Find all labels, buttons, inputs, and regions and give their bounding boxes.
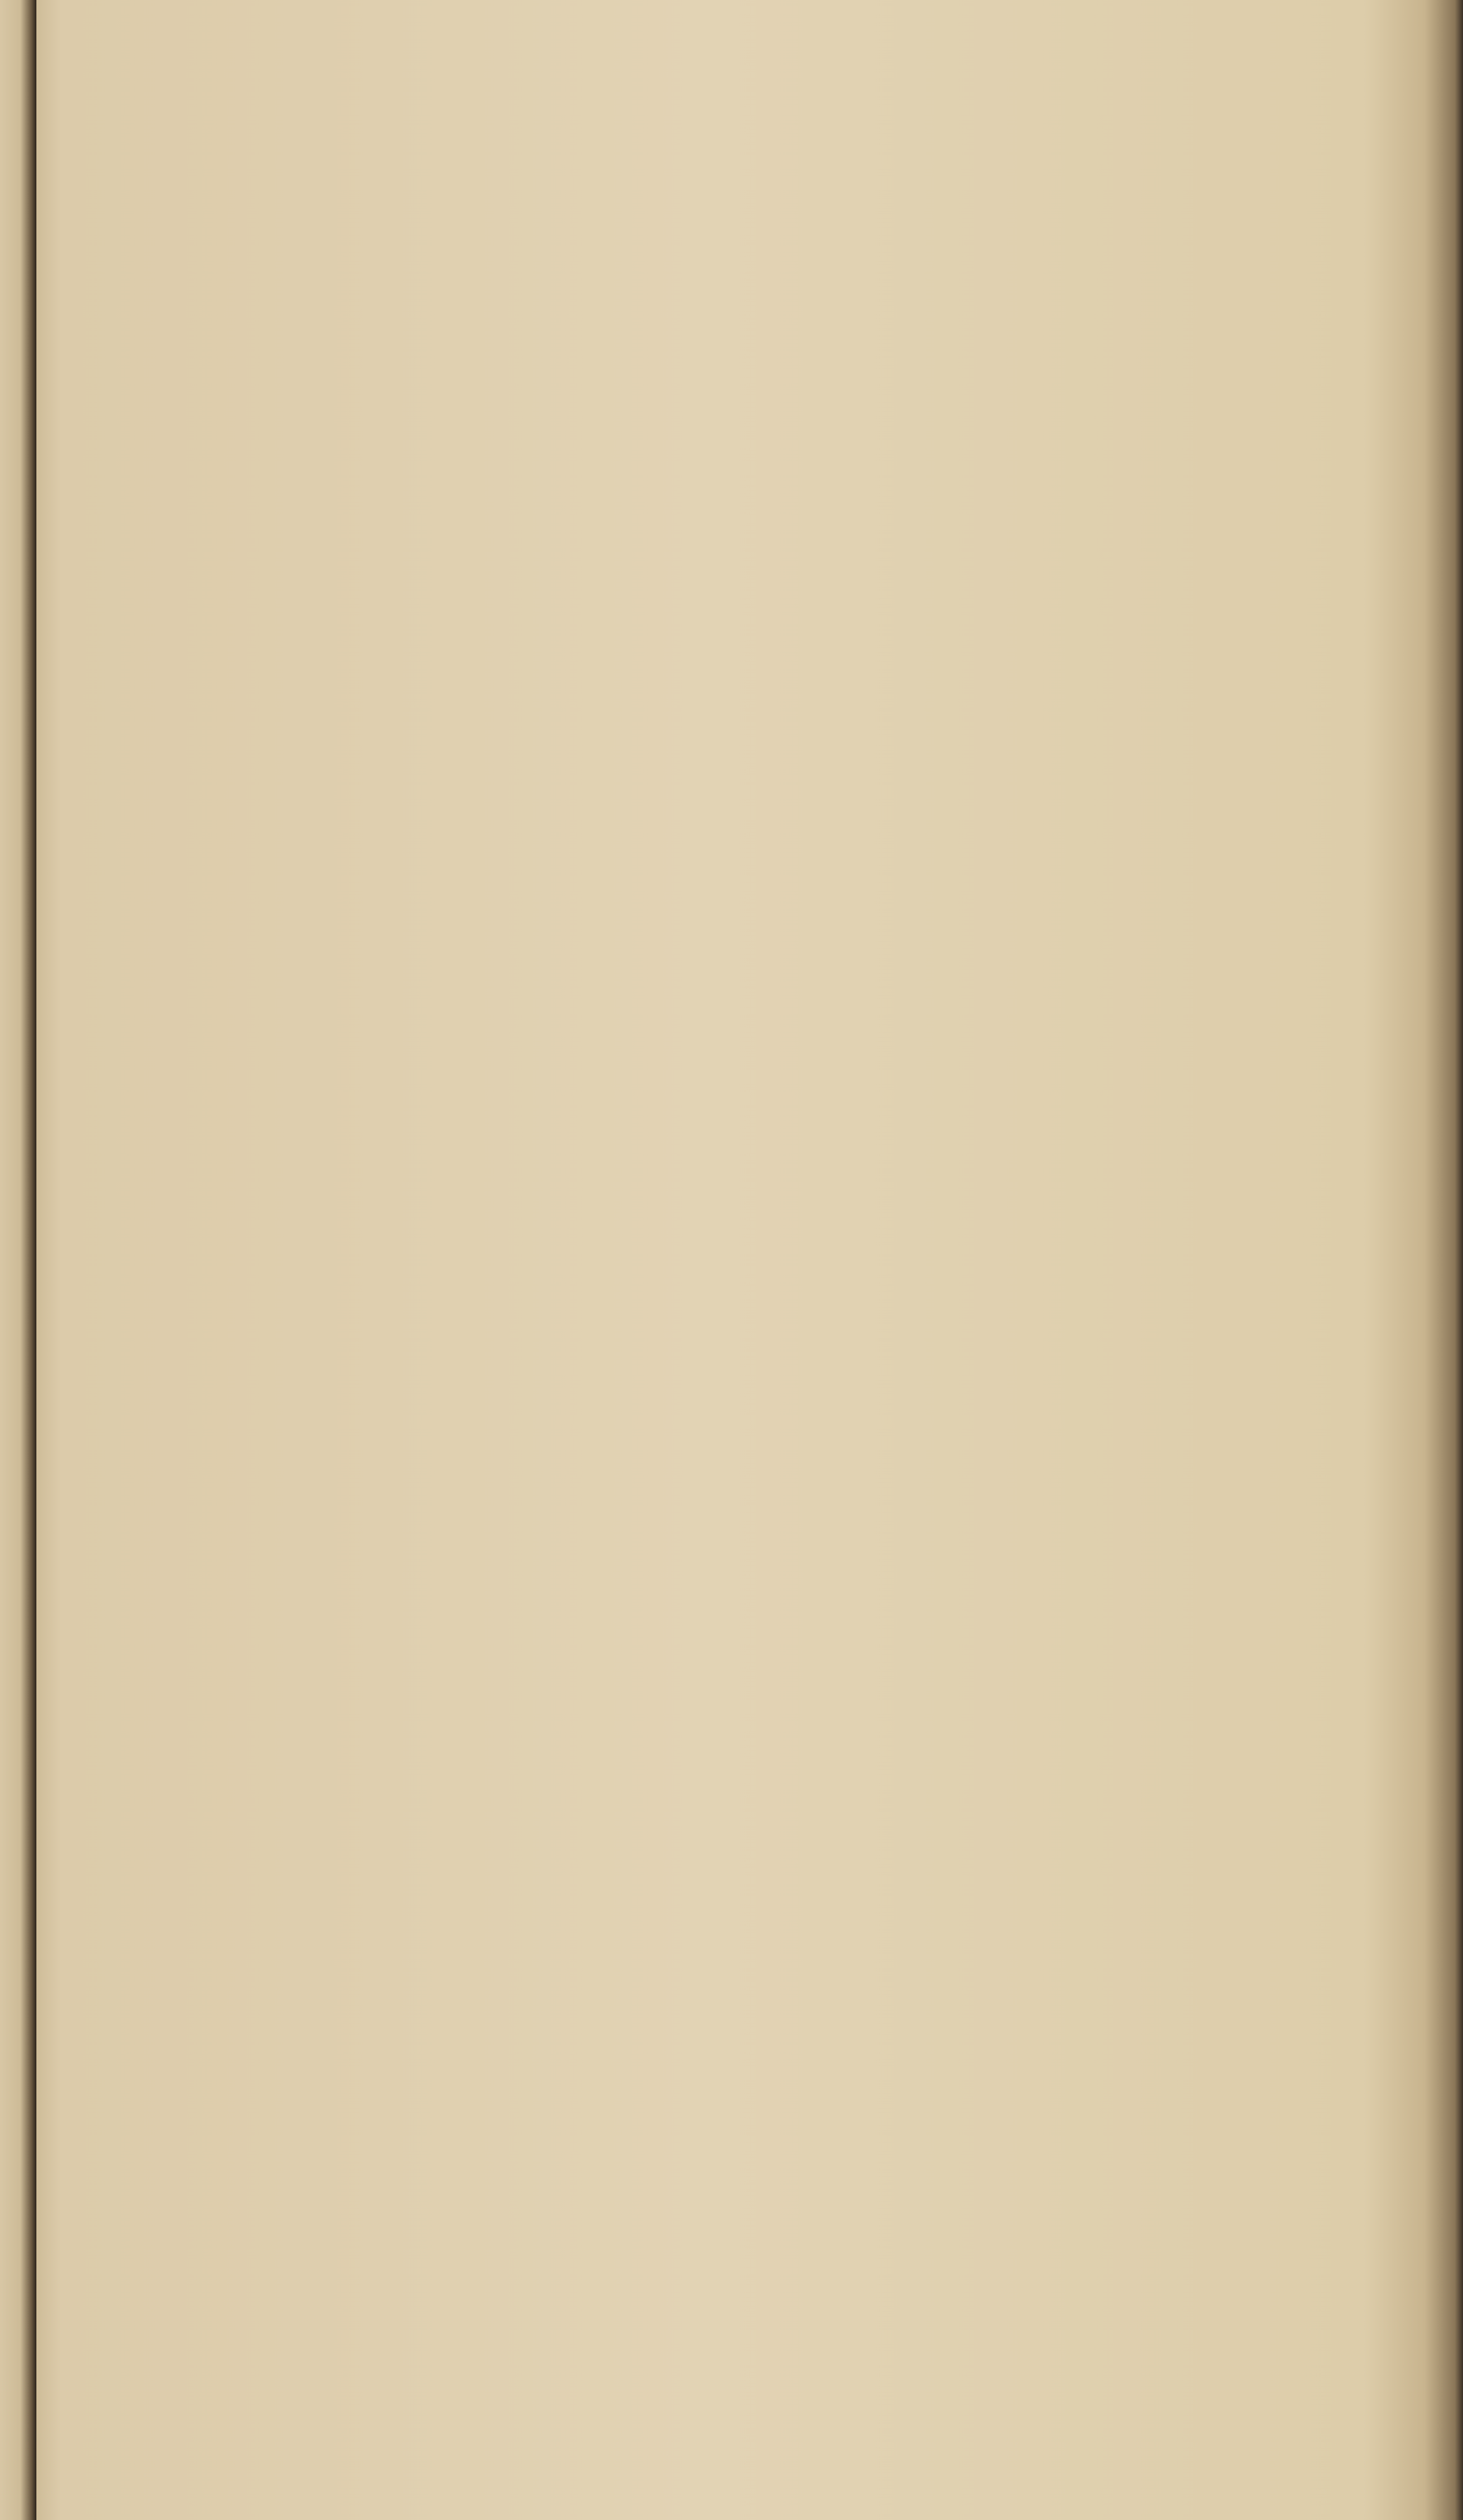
left-column-line bbox=[51, 2027, 657, 2064]
left-column-line bbox=[51, 1103, 657, 1140]
right-column-line bbox=[702, 1658, 1394, 1694]
left-column-line bbox=[51, 474, 657, 511]
left-column-line bbox=[51, 1916, 657, 1953]
right-column-line bbox=[702, 1140, 1394, 1177]
left-column-line bbox=[51, 881, 657, 918]
right-column-line bbox=[702, 1879, 1394, 1916]
right-column-line bbox=[702, 733, 1394, 770]
left-column-line bbox=[51, 1510, 657, 1546]
right-column-line bbox=[702, 1214, 1394, 1250]
right-column-line bbox=[702, 215, 1394, 252]
left-column-line bbox=[51, 1694, 657, 1731]
right-column-line bbox=[702, 1843, 1394, 1879]
right-column-line bbox=[702, 178, 1394, 215]
right-column-line bbox=[702, 1953, 1394, 1990]
right-column-line bbox=[702, 548, 1394, 585]
left-column-line bbox=[51, 1583, 657, 1620]
left-column-line bbox=[51, 363, 657, 400]
left-column-line bbox=[51, 733, 657, 770]
right-column-line bbox=[702, 659, 1394, 696]
left-column-line bbox=[51, 696, 657, 733]
summary-heading bbox=[702, 2138, 1394, 2175]
left-column-line bbox=[51, 1843, 657, 1879]
left-column-line bbox=[51, 844, 657, 881]
left-column-line bbox=[51, 1953, 657, 1990]
right-column-line bbox=[702, 438, 1394, 474]
left-column-line bbox=[51, 141, 657, 178]
right-column-line bbox=[702, 1731, 1394, 1768]
right-column-line bbox=[702, 474, 1394, 511]
left-column-line bbox=[51, 178, 657, 215]
facing-page-gutter bbox=[0, 0, 36, 2520]
right-column-line bbox=[702, 363, 1394, 400]
right-column-line bbox=[702, 1621, 1394, 1658]
right-column-line bbox=[702, 1177, 1394, 1214]
right-column-line bbox=[702, 585, 1394, 622]
right-column-line bbox=[702, 881, 1394, 918]
right-column-line bbox=[702, 1325, 1394, 1362]
left-column-line bbox=[51, 1398, 657, 1435]
section-quaestio-3 bbox=[702, 2027, 1394, 2175]
right-column-line bbox=[702, 918, 1394, 955]
right-column-line bbox=[702, 400, 1394, 437]
left-column-line bbox=[51, 918, 657, 955]
right-column-line bbox=[702, 1546, 1394, 1583]
right-column-body bbox=[702, 141, 1394, 2027]
section-heading bbox=[702, 2027, 1394, 2064]
right-column-line bbox=[702, 1916, 1394, 1953]
left-column-line bbox=[51, 215, 657, 252]
left-column-line bbox=[51, 2101, 657, 2138]
left-column-line bbox=[51, 1029, 657, 1066]
left-column-line bbox=[51, 1731, 657, 1768]
left-column-line bbox=[51, 326, 657, 363]
left-column-line bbox=[51, 400, 657, 437]
left-column-line bbox=[51, 992, 657, 1029]
right-column-line bbox=[702, 770, 1394, 807]
right-column-line bbox=[702, 1362, 1394, 1398]
right-column-line bbox=[702, 1990, 1394, 2027]
left-column-line bbox=[51, 1066, 657, 1103]
left-column-line bbox=[51, 2212, 657, 2249]
left-column-line bbox=[51, 289, 657, 326]
right-column-line bbox=[702, 1398, 1394, 1435]
left-column-line bbox=[51, 1288, 657, 1325]
right-column-line bbox=[702, 1066, 1394, 1103]
left-column-line bbox=[51, 1140, 657, 1177]
left-column-line bbox=[51, 438, 657, 474]
left-column-line bbox=[51, 1362, 657, 1398]
left-column-line bbox=[51, 548, 657, 585]
left-column-line bbox=[51, 1805, 657, 1842]
left-column-line bbox=[51, 622, 657, 659]
right-column-line bbox=[702, 253, 1394, 289]
right-column-line bbox=[702, 1510, 1394, 1546]
left-column-line bbox=[51, 2064, 657, 2101]
right-column-line bbox=[702, 326, 1394, 363]
left-column-line bbox=[51, 659, 657, 696]
right-column-line bbox=[702, 696, 1394, 733]
right-column bbox=[702, 141, 1394, 2175]
right-column-line bbox=[702, 511, 1394, 548]
left-column-line bbox=[51, 1768, 657, 1805]
right-column-line bbox=[702, 955, 1394, 992]
left-column-line bbox=[51, 1990, 657, 2027]
left-column-line bbox=[51, 2286, 657, 2323]
right-column-line bbox=[702, 1436, 1394, 1473]
left-column-line bbox=[51, 2175, 657, 2212]
right-column-line bbox=[702, 1288, 1394, 1325]
left-column-line bbox=[51, 1879, 657, 1916]
left-column-line bbox=[51, 1177, 657, 1214]
right-column-line bbox=[702, 1583, 1394, 1620]
left-column-line bbox=[51, 1658, 657, 1694]
right-column-line bbox=[702, 1694, 1394, 1731]
left-column-line bbox=[51, 2138, 657, 2175]
right-column-line bbox=[702, 622, 1394, 659]
left-column-line bbox=[51, 1325, 657, 1362]
section-subtitle-line-2 bbox=[702, 2101, 1394, 2138]
right-column-line bbox=[702, 1473, 1394, 1510]
right-column-line bbox=[702, 141, 1394, 178]
left-column-line bbox=[51, 511, 657, 548]
running-header bbox=[232, 81, 1394, 136]
left-column-line bbox=[51, 1251, 657, 1288]
left-column-line bbox=[51, 1214, 657, 1250]
right-column-line bbox=[702, 844, 1394, 881]
right-column-line bbox=[702, 1251, 1394, 1288]
left-column bbox=[51, 141, 657, 2323]
left-column-line bbox=[51, 585, 657, 622]
left-column-line bbox=[51, 770, 657, 807]
section-subtitle-line-1 bbox=[702, 2064, 1394, 2101]
right-column-line bbox=[702, 289, 1394, 326]
right-column-line bbox=[702, 1805, 1394, 1842]
right-column-line bbox=[702, 807, 1394, 844]
left-column-line bbox=[51, 807, 657, 844]
left-column-line bbox=[51, 1546, 657, 1583]
left-column-line bbox=[51, 955, 657, 992]
left-column-line bbox=[51, 1473, 657, 1510]
left-column-line bbox=[51, 1621, 657, 1658]
left-column-line bbox=[51, 2249, 657, 2286]
right-column-line bbox=[702, 1768, 1394, 1805]
left-column-line bbox=[51, 1436, 657, 1473]
right-column-line bbox=[702, 1103, 1394, 1140]
right-column-line bbox=[702, 992, 1394, 1029]
left-column-line bbox=[51, 253, 657, 289]
right-column-line bbox=[702, 1029, 1394, 1066]
